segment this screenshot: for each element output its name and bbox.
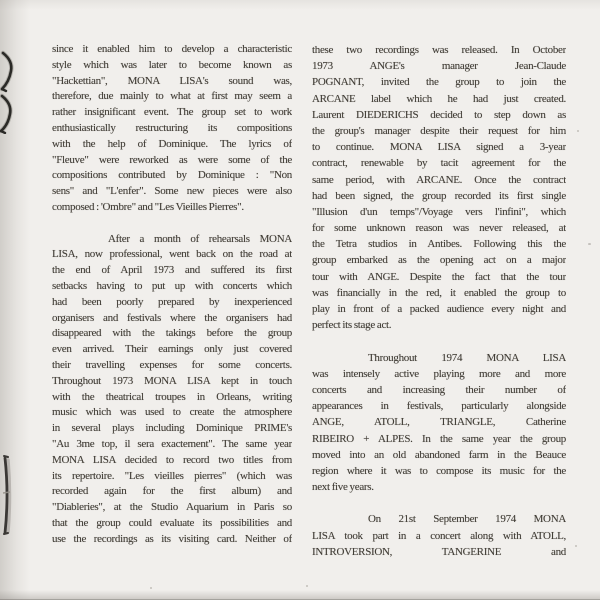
text-line: next five years.	[312, 481, 374, 494]
text-line: even arrived. Their earnings only just covered	[52, 343, 292, 356]
text-line: its repertoire. "Les vieilles pierres" (which was	[52, 469, 292, 482]
text-line: INTROVERSION, TANGERINE and	[312, 545, 566, 558]
text-line: these two recordings was released. In October	[312, 44, 566, 56]
text-line: composed : 'Ombre" and "Les Vieilles Pierres".	[52, 200, 244, 213]
paper-speckle	[577, 130, 579, 132]
text-line: music which was used to create the atmosphere	[52, 406, 292, 419]
text-line: was financially in the red, it enabled the group to	[312, 286, 566, 299]
text-line: had been signed, the group recorded its first single	[312, 189, 566, 202]
text-line: style which was later to become known as	[52, 58, 292, 71]
text-line: Laurent DIEDERICHS decided to step down as	[312, 108, 566, 121]
paper-speckle	[306, 585, 308, 587]
paragraph	[52, 42, 292, 216]
text-line: was intensely active playing more and more	[312, 367, 566, 380]
text-line: disappeared with the takings before the group	[52, 327, 292, 340]
text-line: "Au 3me top, il sera exactement". The same year	[52, 437, 292, 450]
text-line: 1973 ANGE's manager Jean-Claude	[312, 60, 566, 73]
text-line: with the theatrical troupes in Orleans, writing	[52, 390, 292, 403]
text-line: organisers and festivals where the organisers had	[52, 311, 292, 324]
text-line: that the group could evaluate its possibilities and	[52, 516, 292, 529]
text-line: the Tetra studios in Antibes. Following this the	[312, 238, 566, 251]
text-line: therefore, due mainly to what at first may seem a	[52, 90, 292, 103]
text-line: After a month of rehearsals MONA	[108, 232, 292, 245]
paper-speckle	[575, 545, 577, 547]
text-line: use the recordings as its visiting card. Neither of	[52, 532, 292, 545]
text-line: tour with ANGE. Despite the fact that the tour	[312, 270, 566, 283]
text-line: LISA, now professional, went back on the road at	[52, 248, 292, 261]
text-line: "Hackettian", MONA LISA's sound was,	[52, 74, 292, 87]
staple-hooks-icon	[0, 50, 20, 134]
text-line: rather insignificant event. The group set to work	[52, 106, 292, 119]
text-line: compositions contributed by Dominique : "Non	[52, 169, 292, 182]
text-line: LISA took part in a concert along with ATOLL,	[312, 529, 566, 542]
text-line: RIBEIRO + ALPES. In the same year the group	[312, 432, 566, 445]
text-line: ANGE, ATOLL, TRIANGLE, Catherine	[312, 416, 566, 429]
paper-speckle	[150, 587, 152, 589]
text-line: moved into an old abandoned farm in the Beauce	[312, 448, 566, 461]
text-line: appearances in festivals, particularly alongside	[312, 400, 566, 413]
paragraph	[312, 511, 566, 560]
paragraph	[52, 232, 292, 548]
text-line: concerts and increasing their number of	[312, 383, 566, 396]
text-line: play in front of a packed audience every night and	[312, 303, 566, 315]
text-line: the group's manager despite their request for him	[312, 124, 566, 137]
text-line: ARCANE label which he had just created.	[312, 92, 566, 105]
text-line: recorded again for the first album) and	[52, 485, 292, 498]
paper-speckle	[588, 243, 591, 245]
page-top-edge-shading	[0, 0, 600, 10]
text-line: MONA LISA decided to record two titles from	[52, 453, 292, 466]
text-line: sens" and "L'enfer". Some new pieces were also	[52, 185, 292, 198]
text-line: had been poorly prepared by inexperienced	[52, 295, 292, 308]
text-column-left	[52, 42, 292, 548]
paragraph	[312, 42, 566, 333]
text-line: On 21st September 1974 MONA	[368, 513, 566, 526]
text-line: enthusiastically restructuring its compositions	[52, 121, 292, 134]
page-bottom-edge-shading	[0, 590, 600, 600]
text-line: "Fleuve" were reworked as were some of the	[52, 153, 292, 166]
text-column-right	[312, 42, 566, 560]
text-line: Throughout 1973 MONA LISA kept in touch	[52, 374, 292, 387]
text-line: their travelling expenses for some concerts.	[52, 358, 292, 371]
text-line: to continue. MONA LISA signed a 3-year	[312, 141, 566, 154]
paragraph	[312, 350, 566, 496]
text-line: Throughout 1974 MONA LISA	[368, 351, 566, 364]
text-line: POGNANT, invited the group to join the	[312, 76, 566, 89]
text-line: "Illusion d'un temps"/Voyage vers l'infini", which	[312, 205, 566, 218]
text-line: group embarked as the opening act on a major	[312, 254, 566, 267]
text-line: with the help of Dominique. The lyrics of	[52, 137, 292, 150]
text-line: perfect its stage act.	[312, 319, 392, 332]
text-line: region where it was to compose its music for the	[312, 464, 566, 477]
text-line: same period, with ARCANE. Once the contract	[312, 173, 566, 186]
staple-icon	[0, 450, 18, 540]
text-line: the end of April 1973 and suffered its first	[52, 264, 292, 277]
text-line: in several plays including Dominique PRIME's	[52, 422, 292, 435]
text-line: contract, renewable by tacit agreement for the	[312, 157, 566, 170]
text-line: setbacks having to put up with concerts which	[52, 279, 292, 292]
text-line: since it enabled him to develop a characteristic	[52, 43, 292, 55]
text-line: for some unknown reason was never released, at	[312, 222, 566, 235]
text-line: "Diableries", at the Studio Aquarium in Paris so	[52, 501, 292, 514]
